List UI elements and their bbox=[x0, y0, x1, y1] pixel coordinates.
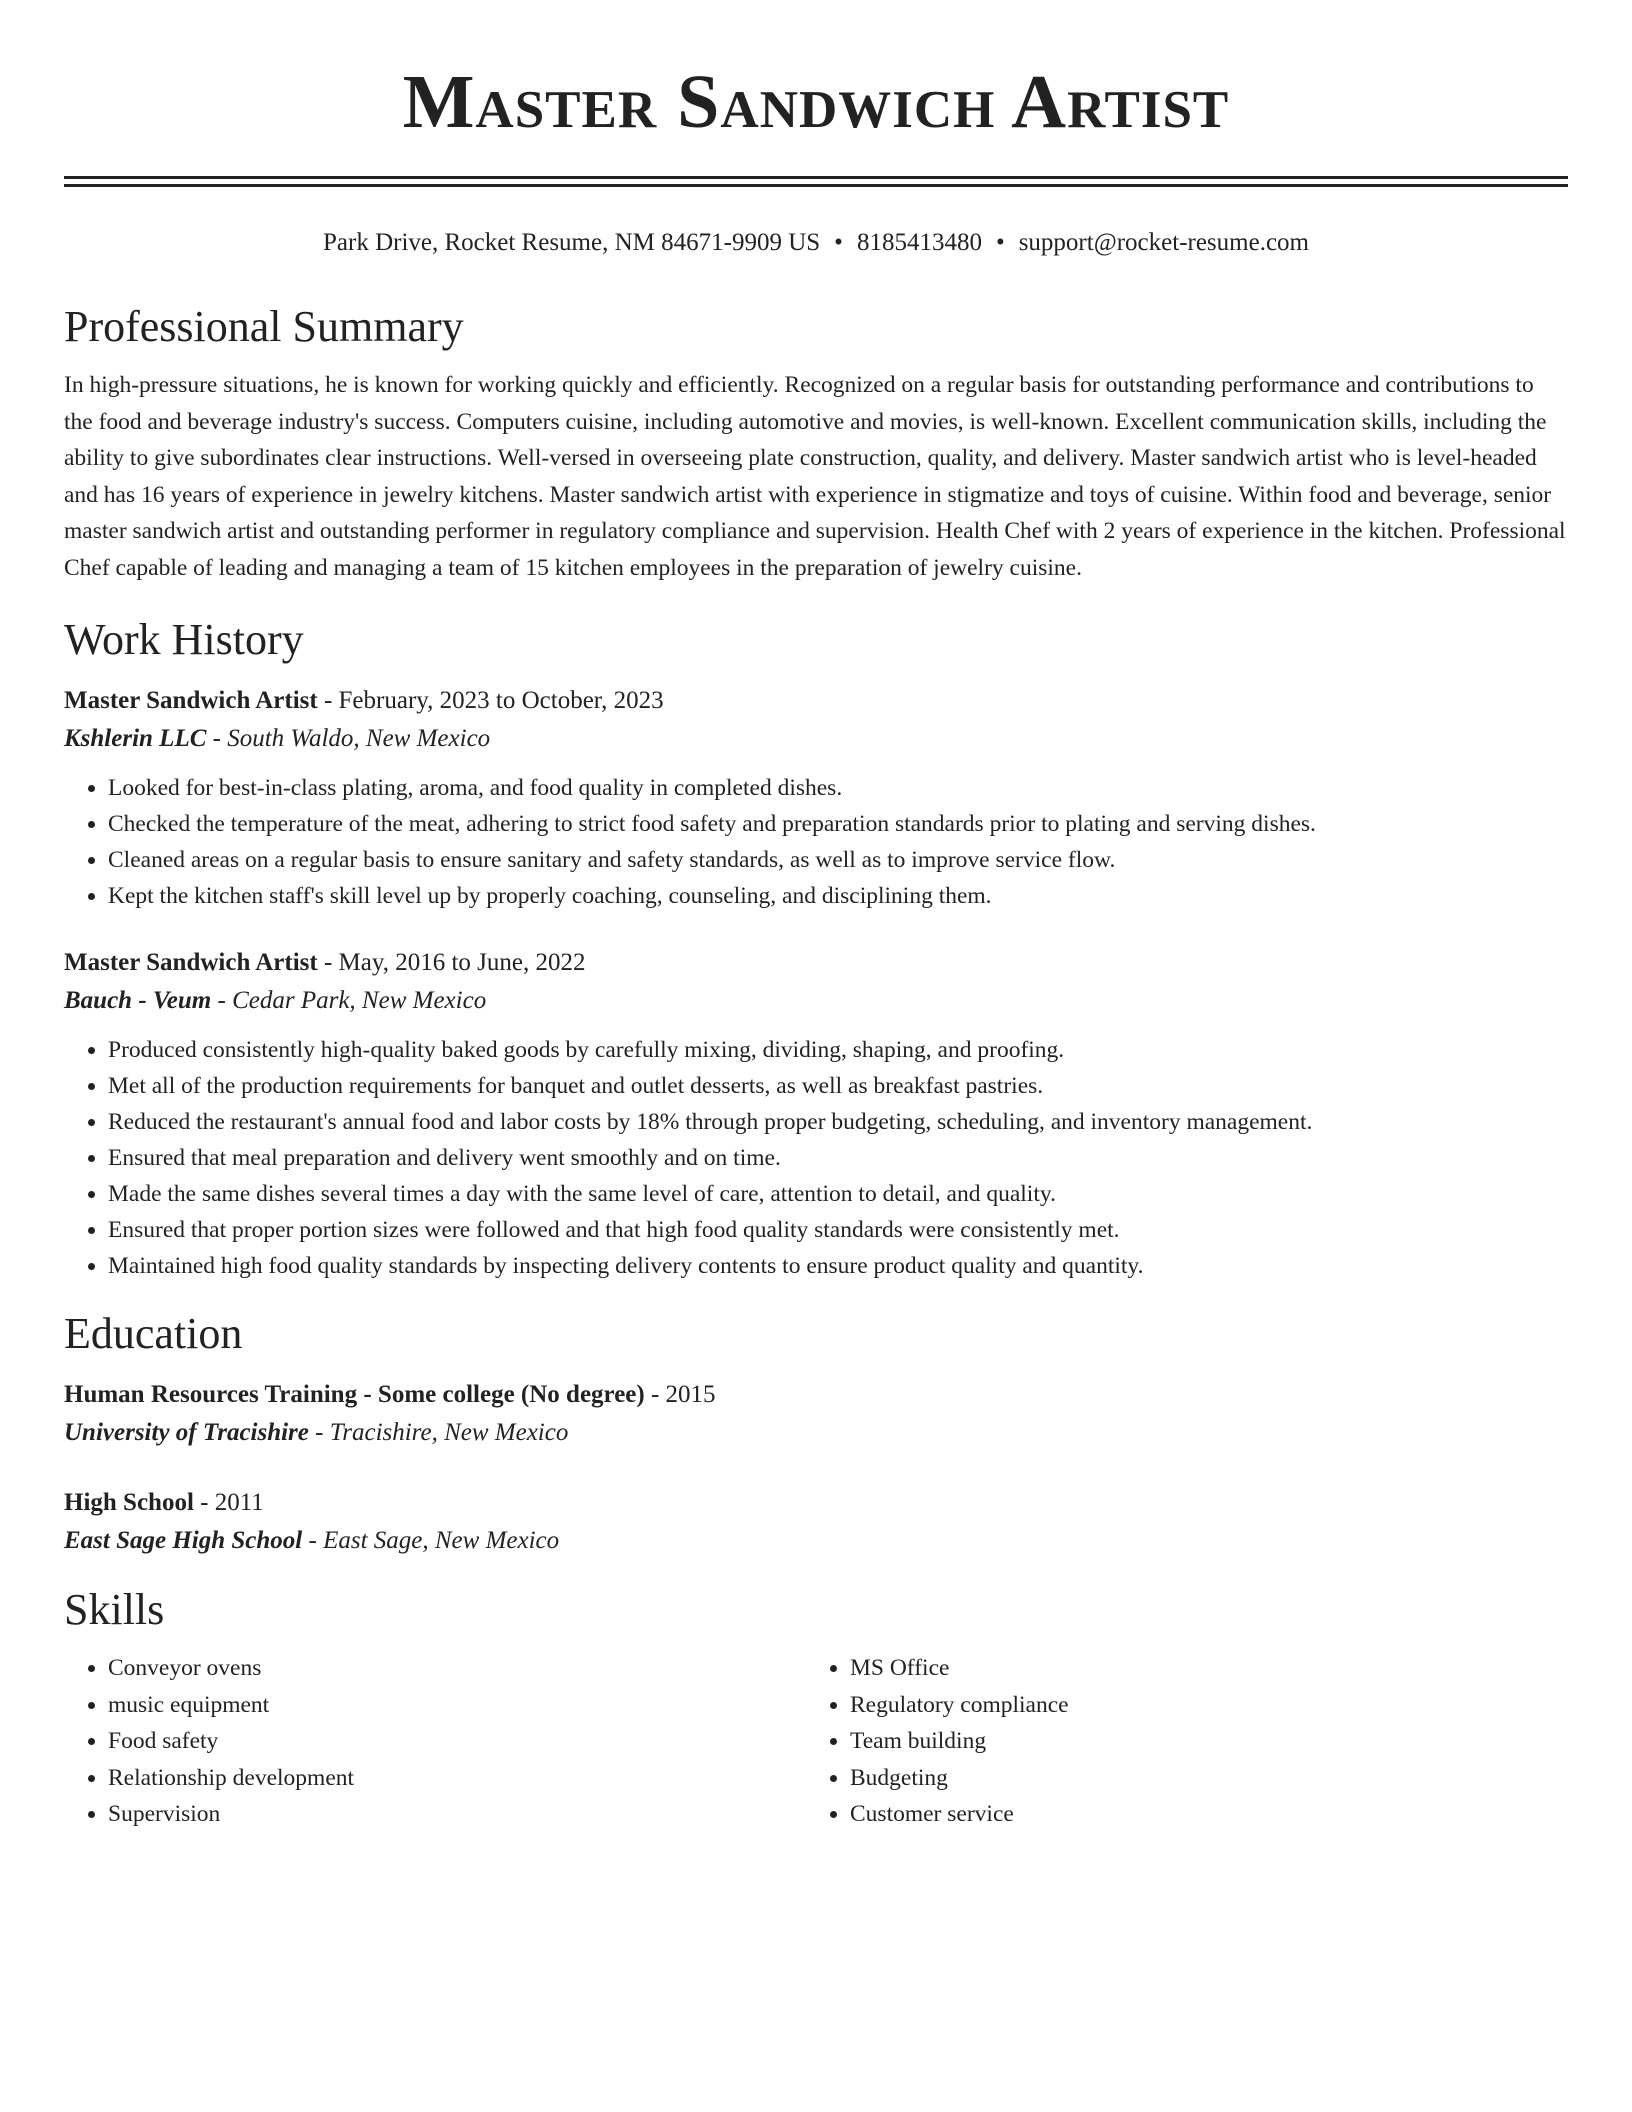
skill-item: • music equipment bbox=[108, 1687, 806, 1724]
education-entry bbox=[64, 1484, 1568, 1560]
contact-separator: • bbox=[995, 229, 1005, 256]
education-degree: Human Resources Training - Some college (No degree) bbox=[64, 1381, 645, 1408]
contact-separator: • bbox=[834, 229, 843, 256]
skill-item: • MS Office bbox=[850, 1650, 1548, 1687]
list-item: • Kept the kitchen staff's skill level up by properly coaching, counseling, and disciplining them. bbox=[108, 878, 1568, 914]
contact-phone: 8185413480 bbox=[856, 229, 982, 256]
list-item: • Cleaned areas on a regular basis to ensure sanitary and safety standards, as well as to improve service flow. bbox=[108, 842, 1568, 878]
job-dates: - February, 2023 to October, 2023 bbox=[317, 687, 664, 714]
list-item: • Met all of the production requirements for banquet and outlet desserts, as well as breakfast pastries. bbox=[108, 1068, 1568, 1104]
education-year: - 2011 bbox=[193, 1489, 264, 1516]
education-degree: High School bbox=[64, 1489, 194, 1516]
list-item: • Ensured that meal preparation and delivery went smoothly and on time. bbox=[108, 1140, 1568, 1176]
list-item: • Maintained high food quality standards by inspecting delivery contents to ensure product quality and quantity. bbox=[108, 1248, 1568, 1284]
skill-item: • Relationship development bbox=[108, 1760, 806, 1797]
list-item: • Reduced the restaurant's annual food and labor costs by 18% through proper budgeting, scheduling, and inventory management. bbox=[108, 1104, 1568, 1140]
skills-list bbox=[64, 1650, 806, 1833]
education-location: - East Sage, New Mexico bbox=[302, 1527, 560, 1554]
list-item: • Ensured that proper portion sizes were followed and that high food quality standards were consistently met. bbox=[108, 1212, 1568, 1248]
job-title-line bbox=[64, 682, 1568, 720]
list-item: • Looked for best-in-class plating, aroma, and food quality in completed dishes. bbox=[108, 770, 1568, 806]
job-company: Kshlerin LLC bbox=[64, 725, 207, 752]
skills-list bbox=[806, 1650, 1548, 1833]
job-dates: - May, 2016 to June, 2022 bbox=[317, 949, 586, 976]
skill-item: • Regulatory compliance bbox=[850, 1687, 1548, 1724]
job-entry bbox=[64, 944, 1568, 1284]
education-entry bbox=[64, 1376, 1568, 1452]
job-company-line bbox=[64, 720, 1568, 758]
contact-address: Park Drive, Rocket Resume, NM 84671-9909 US bbox=[323, 229, 821, 256]
skills-grid bbox=[64, 1650, 1568, 1833]
section-title-work-history: Work History bbox=[64, 615, 304, 664]
skills-column-right bbox=[806, 1650, 1548, 1833]
job-location: - Cedar Park, New Mexico bbox=[211, 987, 487, 1014]
education-school: University of Tracishire bbox=[64, 1419, 309, 1446]
skills-column-left bbox=[64, 1650, 806, 1833]
job-company-line bbox=[64, 982, 1568, 1020]
job-title-line bbox=[64, 944, 1568, 982]
education-school: East Sage High School bbox=[64, 1527, 303, 1554]
section-title-skills: Skills bbox=[64, 1585, 165, 1634]
job-role: Master Sandwich Artist bbox=[64, 687, 318, 714]
skill-item: • Team building bbox=[850, 1723, 1548, 1760]
education-school-line bbox=[64, 1414, 1568, 1452]
job-role: Master Sandwich Artist bbox=[64, 949, 318, 976]
skill-item: • Conveyor ovens bbox=[108, 1650, 806, 1687]
skill-item: • Food safety bbox=[108, 1723, 806, 1760]
education-degree-line bbox=[64, 1484, 1568, 1522]
skill-item: • Customer service bbox=[850, 1796, 1548, 1833]
education-degree-line bbox=[64, 1376, 1568, 1414]
job-duties-list bbox=[64, 1032, 1568, 1284]
header-divider bbox=[64, 176, 1568, 187]
list-item: • Produced consistently high-quality baked goods by carefully mixing, dividing, shaping, and proofing. bbox=[108, 1032, 1568, 1068]
list-item: • Checked the temperature of the meat, adhering to strict food safety and preparation standards prior to plating and serving dishes. bbox=[108, 806, 1568, 842]
contact-email[interactable]: support@rocket-resume.com bbox=[1018, 229, 1309, 256]
job-duties-list bbox=[64, 770, 1568, 914]
resume-name: Master Sandwich Artist bbox=[402, 60, 1230, 144]
education-location: - Tracishire, New Mexico bbox=[308, 1419, 569, 1446]
education-school-line bbox=[64, 1522, 1568, 1560]
summary-text: In high-pressure situations, he is known for working quickly and efficiently. Recognized on a regular basis for outstanding performance and contributions to the food and beverage industry's success. Computers cuisine, including automotive and movies, is well-known. Excellent communication skills, including the ability to give subordinates clear instructions. Well-versed in overseeing plate construction, quality, and delivery. Master sandwich artist who is level-headed and has 16 years of experience in jewelry kitchens. Master sandwich artist with experience in stigmatize and toys of cuisine. Within food and beverage, senior master sandwich artist and outstanding performer in regulatory compliance and supervision. Health Chef with 2 years of experience in the kitchen. Professional Chef capable of leading and managing a team of 15 kitchen employees in the preparation of jewelry cuisine. bbox=[64, 372, 1566, 581]
skill-item: • Supervision bbox=[108, 1796, 806, 1833]
section-title-summary: Professional Summary bbox=[64, 302, 464, 351]
section-title-education: Education bbox=[64, 1309, 243, 1358]
education-year: - 2015 bbox=[644, 1381, 716, 1408]
contact-line bbox=[64, 225, 1568, 261]
job-location: - South Waldo, New Mexico bbox=[206, 725, 491, 752]
job-entry bbox=[64, 682, 1568, 914]
job-company: Bauch - Veum bbox=[64, 987, 212, 1014]
list-item: • Made the same dishes several times a day with the same level of care, attention to detail, and quality. bbox=[108, 1176, 1568, 1212]
skill-item: • Budgeting bbox=[850, 1760, 1548, 1797]
